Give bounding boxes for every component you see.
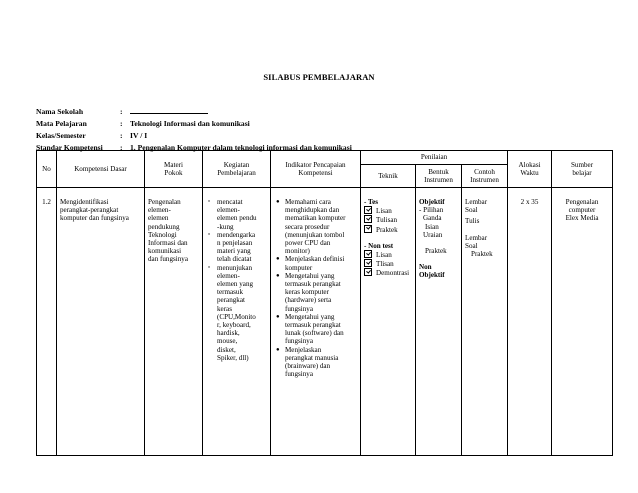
- text-line: dan fungsinya: [148, 255, 188, 264]
- text-line: keras komputer: [285, 288, 329, 297]
- text-line: Teknologi: [148, 230, 177, 239]
- spacer: [419, 239, 459, 247]
- cell-indikator: [271, 188, 361, 456]
- round-bullet-icon: ●: [276, 199, 280, 205]
- meta-label: Nama Sekolah: [36, 107, 84, 116]
- header-indikator: [271, 151, 361, 188]
- meta-label: Mata Pelajaran: [36, 119, 87, 128]
- square-bullet-icon: ▫: [208, 230, 211, 238]
- text-line: (brainware) dan: [285, 362, 331, 371]
- header-sumber-belajar: [552, 151, 613, 188]
- cell-alokasi-waktu: 2 x 35: [508, 188, 552, 456]
- checkbox-row: [364, 206, 413, 215]
- text-line: komunikasi: [148, 247, 182, 256]
- list-item: [274, 198, 358, 255]
- header-line: Bentuk: [428, 167, 449, 176]
- teknik-tes-label: - Tes: [364, 198, 378, 206]
- text-line: Ganda: [423, 214, 442, 223]
- round-bullet-icon: ●: [276, 313, 280, 320]
- text-line: computer: [568, 206, 596, 215]
- text-line: fungsinya: [285, 370, 313, 379]
- header-kompetensi-dasar: Kompetensi Dasar: [57, 151, 145, 188]
- text-line: komputer: [285, 263, 313, 272]
- header-penilaian: Penilaian: [361, 151, 508, 165]
- checked-box-icon: [364, 250, 372, 258]
- text-line: perangkat manusia: [285, 353, 339, 362]
- text-line: mouse,: [217, 337, 238, 346]
- text-line: mendengarka: [217, 230, 256, 239]
- checked-box-icon: [364, 259, 372, 267]
- header-line: Kompetensi: [298, 169, 333, 177]
- text-line: Memahami cara: [285, 198, 331, 206]
- square-bullet-icon: ▫: [208, 198, 211, 205]
- bentuk-objektif-2: Objektif: [419, 271, 445, 280]
- text-line: Lembar: [465, 198, 488, 206]
- text-line: Praktek: [471, 250, 493, 259]
- table-row: [37, 188, 613, 456]
- header-line: Pokok: [164, 169, 183, 177]
- text-line: Soal: [465, 206, 478, 215]
- text-line: Pengenalan: [565, 198, 599, 206]
- indikator-list: [274, 198, 358, 378]
- header-line: Indikator Pencapaian: [285, 160, 346, 169]
- list-item: [206, 264, 268, 362]
- cell-kompetensi-dasar: [57, 188, 145, 456]
- text-line: fungsinya: [285, 337, 313, 346]
- list-item: [206, 198, 268, 231]
- bentuk-non: Non: [419, 263, 432, 272]
- header-line: Instrumen: [424, 176, 453, 184]
- meta-colon: :: [120, 131, 123, 140]
- checkbox-label: Lisan: [376, 251, 392, 260]
- checked-box-icon: [364, 225, 372, 233]
- text-line: Informasi dan: [148, 239, 188, 248]
- text-line: Mengidentifikasi: [60, 198, 109, 206]
- text-line: (menunjukan tombol: [285, 230, 345, 239]
- checkbox-label: Lisan: [376, 207, 392, 216]
- round-bullet-icon: ●: [276, 346, 280, 353]
- text-line: Spiker, dll): [217, 353, 249, 362]
- cell-teknik: [361, 188, 416, 456]
- text-line: Mengetahui yang: [285, 271, 335, 280]
- header-contoh-instrumen: [462, 165, 508, 188]
- spacer: [419, 255, 459, 263]
- text-line: Lembar: [465, 233, 488, 242]
- text-line: termasuk: [217, 288, 244, 297]
- bentuk-objektif: Objektif: [419, 198, 445, 206]
- text-line: pendukung: [148, 222, 180, 231]
- text-line: keras: [217, 304, 232, 313]
- text-line: (hardware) serta: [285, 296, 332, 305]
- text-line: (CPU,Monito: [217, 312, 256, 321]
- text-line: lunak (software) dan: [285, 329, 344, 338]
- header-line: Pembelajaran: [217, 169, 256, 177]
- text-line: termasuk perangkat: [285, 280, 341, 289]
- text-line: mencatat: [217, 198, 243, 206]
- document-title: SILABUS PEMBELAJARAN: [263, 72, 375, 82]
- meta-value: IV / I: [130, 131, 148, 140]
- header-kegiatan: [203, 151, 271, 188]
- text-line: materi yang: [217, 247, 251, 256]
- cell-materi-pokok: [145, 188, 203, 456]
- list-item: [206, 231, 268, 264]
- kegiatan-list: [206, 198, 268, 362]
- text-line: power CPU dan: [285, 239, 331, 248]
- round-bullet-icon: ●: [276, 272, 280, 279]
- checkbox-label: Tulisan: [376, 216, 398, 225]
- teknik-nontes-label: - Non test: [364, 241, 394, 250]
- checkbox-row: [364, 268, 413, 277]
- cell-sumber-belajar: [552, 188, 613, 456]
- text-line: secara prosedur: [285, 222, 330, 231]
- text-line: Praktek: [425, 247, 447, 256]
- text-line: - Pilihan: [419, 206, 444, 215]
- text-line: elemen yang: [217, 280, 254, 289]
- text-line: telah dicatat: [217, 255, 252, 264]
- text-line: perangkat-perangkat: [60, 206, 119, 215]
- header-line: Alokasi: [518, 160, 541, 169]
- list-item: [274, 272, 358, 313]
- text-line: fungsinya: [285, 304, 313, 313]
- checked-box-icon: [364, 206, 372, 214]
- meta-value: Teknologi Informasi dan komunikasi: [130, 119, 250, 128]
- meta-row-nama-sekolah: [36, 106, 352, 118]
- checkbox-row: [364, 215, 413, 224]
- meta-colon: :: [120, 143, 123, 152]
- text-line: elemen-: [217, 271, 240, 280]
- list-item: [274, 255, 358, 271]
- meta-label: Kelas/Semester: [36, 131, 86, 140]
- checkbox-row: [364, 259, 413, 268]
- text-line: termasuk perangkat: [285, 321, 341, 330]
- meta-row-mata-pelajaran: [36, 118, 352, 130]
- text-line: disket,: [217, 345, 236, 354]
- header-line: Kegiatan: [223, 160, 250, 169]
- cell-bentuk-instrumen: [416, 188, 462, 456]
- meta-label: Standar Kompetensi: [36, 143, 103, 152]
- header-teknik: Teknik: [361, 165, 416, 188]
- text-line: -kung: [217, 222, 234, 231]
- cell-kegiatan: [203, 188, 271, 456]
- header-bentuk-instrumen: [416, 165, 462, 188]
- cell-no: 1.2: [37, 188, 57, 456]
- text-line: Elex Media: [565, 214, 599, 223]
- header-alokasi-waktu: [508, 151, 552, 188]
- text-line: Menjelaskan definisi: [285, 255, 345, 264]
- text-line: Pengenalan: [148, 198, 181, 206]
- text-line: elemen-: [148, 206, 171, 215]
- checked-box-icon: [364, 268, 372, 276]
- text-line: n penjelasan: [217, 239, 253, 248]
- checkbox-row: [364, 225, 413, 234]
- text-line: perangkat: [217, 296, 245, 305]
- spacer: [364, 234, 413, 242]
- text-line: elemen: [148, 214, 169, 223]
- spacer: [465, 226, 505, 234]
- round-bullet-icon: ●: [276, 256, 280, 263]
- text-line: elemen-: [217, 206, 240, 215]
- cell-contoh-instrumen: [462, 188, 508, 456]
- text-line: Tulis: [465, 217, 480, 226]
- syllabus-table: [36, 150, 613, 456]
- header-line: Materi: [164, 160, 183, 169]
- text-line: elemen pendu: [217, 214, 257, 223]
- header-materi-pokok: [145, 151, 203, 188]
- blank-underline: [130, 106, 208, 114]
- checkbox-row: [364, 250, 413, 259]
- header-line: Sumber: [570, 160, 594, 169]
- text-line: r, keyboard,: [217, 321, 251, 330]
- text-line: menunjukan: [217, 263, 253, 272]
- header-line: Waktu: [520, 169, 539, 177]
- meta-row-kelas-semester: [36, 130, 352, 142]
- text-line: Mengetahui yang: [285, 312, 335, 321]
- meta-value: 1. Pengenalan Komputer dalam teknologi informasi dan komunikasi: [130, 143, 352, 152]
- text-line: monitor): [285, 247, 310, 256]
- text-line: mematikan komputer: [285, 214, 346, 223]
- header-no: No: [37, 151, 57, 188]
- meta-colon: :: [120, 107, 123, 116]
- document-meta: [36, 106, 352, 154]
- meta-colon: :: [120, 119, 123, 128]
- checkbox-label: Demontrasi: [376, 269, 410, 278]
- text-line: komputer dan fungsinya: [60, 214, 129, 223]
- list-item: [274, 313, 358, 346]
- header-line: belajar: [572, 169, 592, 177]
- text-line: Soal: [465, 241, 478, 250]
- checkbox-label: Praktek: [376, 225, 398, 234]
- checkbox-label: Tlisan: [376, 260, 394, 269]
- text-line: Isian: [425, 222, 439, 231]
- list-item: [274, 346, 358, 379]
- checked-box-icon: [364, 215, 372, 223]
- header-line: Contoh: [474, 167, 495, 176]
- text-line: Uraian: [423, 230, 443, 239]
- header-line: Instrumen: [470, 176, 499, 184]
- text-line: hardisk,: [217, 329, 240, 338]
- text-line: Menjelaskan: [285, 345, 322, 354]
- text-line: menghidupkan dan: [285, 206, 340, 215]
- square-bullet-icon: ▫: [208, 263, 211, 271]
